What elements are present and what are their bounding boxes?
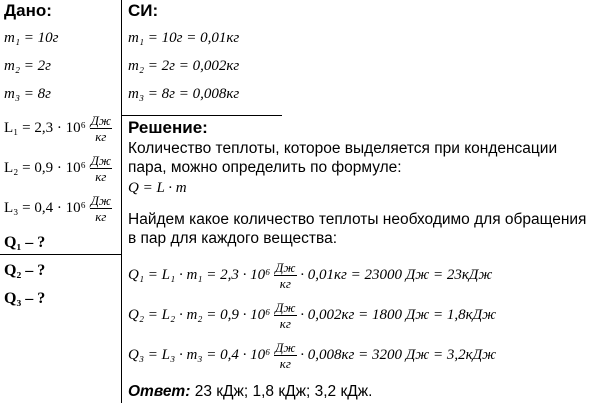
given-L3-unit: $\frac{Дж}{кг}$: [90, 193, 111, 224]
answer-text: 23 кДж; 1,8 кДж; 3,2 кДж.: [190, 383, 373, 400]
given-L3-value: L₃ = 0,4 · 10⁶: [4, 200, 86, 216]
solution-para2-line2: в пар для каждого вещества:: [128, 230, 338, 247]
solution-q2-left: Q₂ = L₂ · m₂ = 0,9 · 10⁶: [128, 307, 271, 323]
solution-q2-right: · 0,002кг = 1800 Дж = 1,8кДж: [300, 307, 497, 323]
given-L1-value: L₁ = 2,3 · 10⁶: [4, 120, 86, 136]
si-m2: m₂ = 2г = 0,002кг: [128, 58, 240, 74]
solution-para1-line1: Количество теплоты, которое выделяется при конденсации: [128, 140, 558, 157]
column-divider: [121, 0, 122, 403]
solution-q3-left: Q₃ = L₃ · m₃ = 0,4 · 10⁶: [128, 347, 271, 363]
solution-para2-line1: Найдем какое количество теплоты необходимо для обращения: [128, 211, 587, 228]
solution-q1-right: · 0,01кг = 23000 Дж = 23кДж: [300, 267, 493, 283]
solution-q3: [128, 340, 496, 371]
si-m3: m₃ = 8г = 0,008кг: [128, 86, 240, 102]
solution-q3-unit: $\frac{Дж}{кг}$: [275, 340, 296, 371]
solution-q2: [128, 300, 496, 331]
given-heading: Дано:: [4, 1, 52, 20]
solution-formula: Q = L · m: [128, 180, 187, 196]
answer-line: [128, 382, 372, 402]
solution-para1-line2: пара, можно определить по формуле:: [128, 159, 402, 176]
given-L1-unit: $\frac{Дж}{кг}$: [90, 113, 111, 144]
solution-q3-right: · 0,008кг = 3200 Дж = 3,2кДж: [300, 347, 497, 363]
solution-q2-unit: $\frac{Дж}{кг}$: [275, 300, 296, 331]
solution-q1-left: Q₁ = L₁ · m₁ = 2,3 · 10⁶: [128, 267, 271, 283]
unknown-Q2: Q₂ – ?: [4, 262, 46, 279]
si-bottom-rule: [122, 115, 282, 116]
given-L3: [4, 193, 112, 224]
solution-q1: [128, 260, 492, 291]
si-heading: СИ:: [128, 1, 159, 20]
given-L2-value: L₂ = 0,9 · 10⁶: [4, 160, 86, 176]
solution-q1-unit: $\frac{Дж}{кг}$: [275, 260, 296, 291]
given-m1: m₁ = 10г: [4, 30, 59, 46]
unknown-Q3: Q₃ – ?: [4, 290, 46, 307]
given-L1: [4, 113, 112, 144]
unknown-Q1: Q₁ – ?: [4, 234, 46, 251]
given-L2-unit: $\frac{Дж}{кг}$: [90, 153, 111, 184]
answer-label: Ответ:: [128, 383, 191, 400]
given-L2: [4, 153, 112, 184]
given-m3: m₃ = 8г: [4, 86, 52, 102]
solution-heading: Решение:: [128, 118, 208, 137]
given-bottom-rule: [0, 254, 122, 255]
si-m1: m₁ = 10г = 0,01кг: [128, 30, 240, 46]
given-m2: m₂ = 2г: [4, 58, 52, 74]
